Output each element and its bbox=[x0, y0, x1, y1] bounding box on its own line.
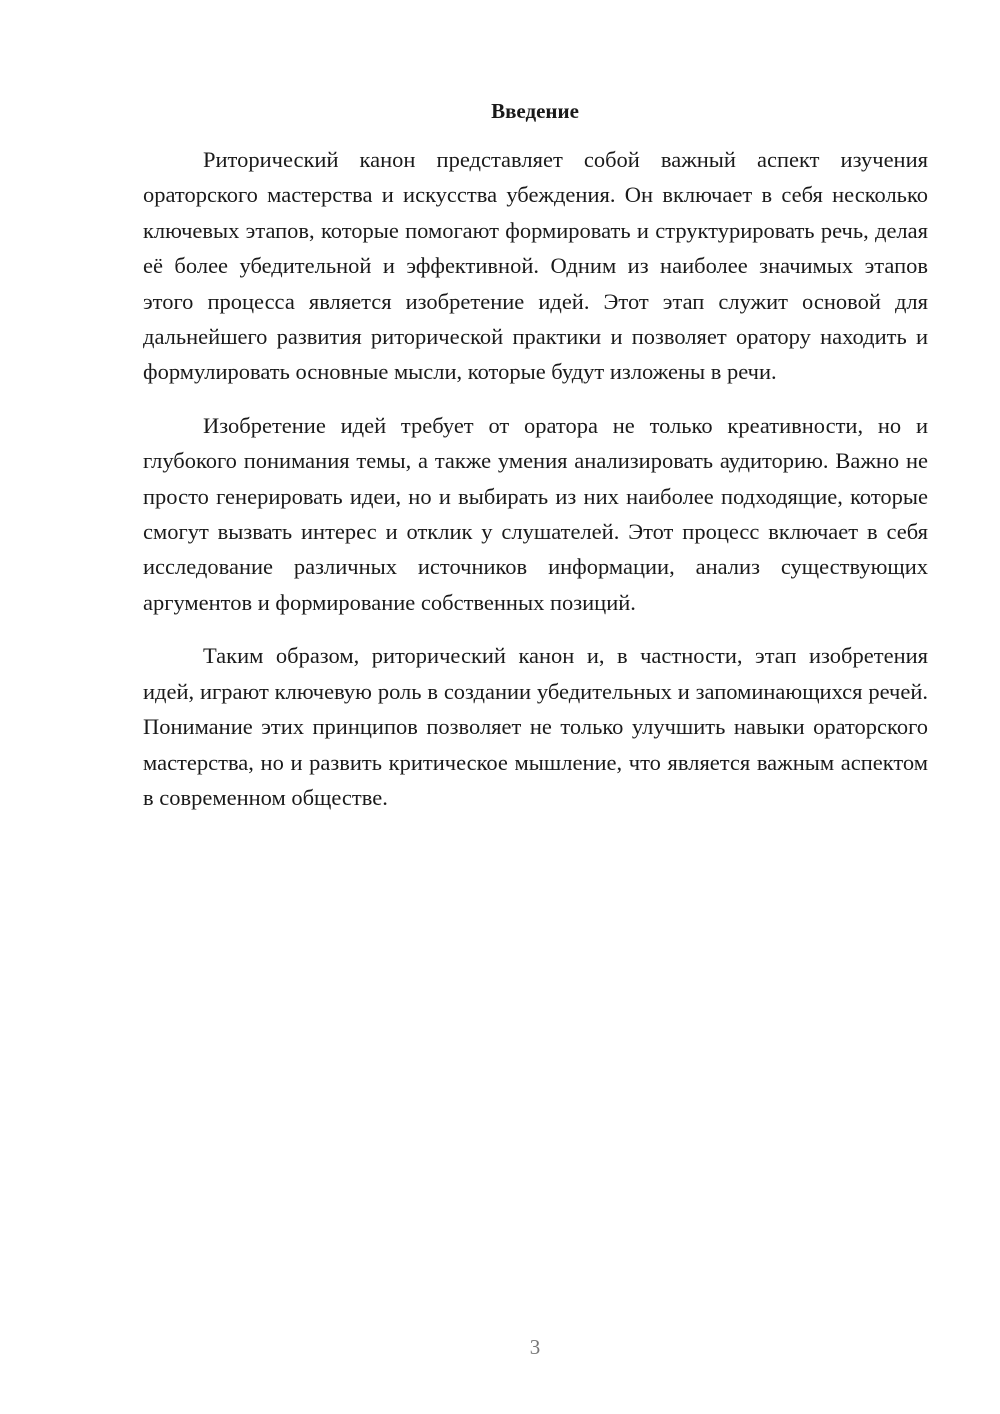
page-number: 3 bbox=[529, 1335, 541, 1359]
paragraph-3: Таким образом, риторический канон и, в частности, этап изобретения идей, играют ключевую роль в создании убедительных и запоминающихся речей. Понимание этих принципов позволяет не только улучшить навыки ораторского мастерства, но и развить критическое мышление, что является важным аспектом в современном обществе. bbox=[143, 643, 928, 810]
section-heading: Введение bbox=[491, 99, 579, 123]
paragraph-1: Риторический канон представляет собой важный аспект изучения ораторского мастерства и искусства убеждения. Он включает в себя несколько ключевых этапов, которые помогают формировать и структурировать речь, делая её более убедительной и эффективной. Одним из наиболее значимых этапов этого процесса является изобретение идей. Этот этап служит основой для дальнейшего развития риторической практики и позволяет оратору находить и формулировать основные мысли, которые будут изложены в речи. bbox=[143, 147, 928, 385]
body-text bbox=[143, 142, 928, 833]
paragraph-2: Изобретение идей требует от оратора не только креативности, но и глубокого понимания темы, а также умения анализировать аудиторию. Важно не просто генерировать идеи, но и выбирать из них наиболее подходящие, которые смогут вызвать интерес и отклик у слушателей. Этот процесс включает в себя исследование различных источников информации, анализ существующих аргументов и формирование собственных позиций. bbox=[143, 412, 928, 615]
